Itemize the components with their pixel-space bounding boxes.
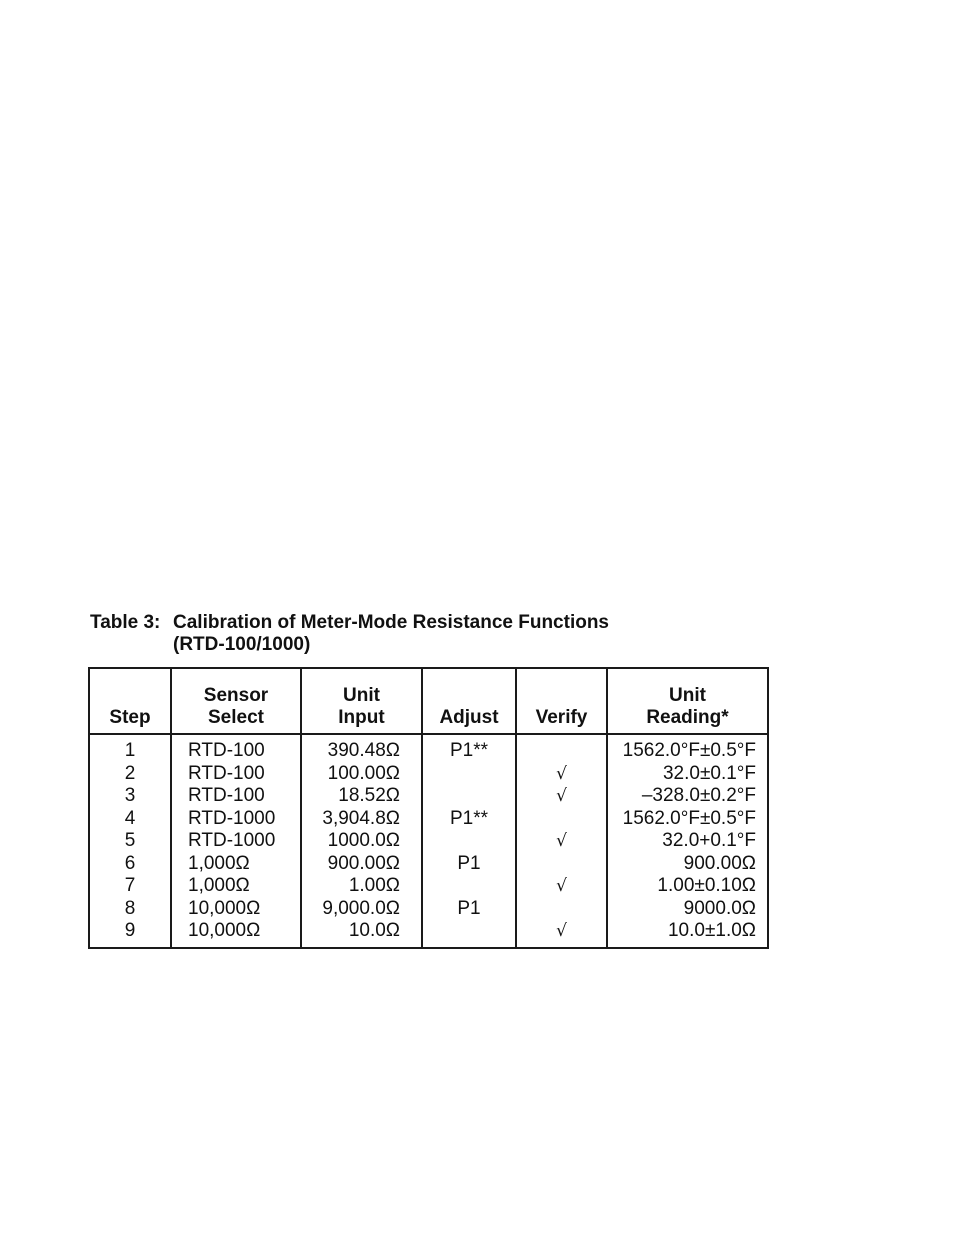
- cell-sensor-select: RTD-1000: [171, 808, 301, 831]
- cell-verify: [516, 853, 607, 876]
- cell-step: 6: [89, 853, 171, 876]
- cell-unit-input: 1.00Ω: [301, 875, 422, 898]
- cell-verify: [516, 734, 607, 763]
- cell-unit-input: 1000.0Ω: [301, 830, 422, 853]
- cell-unit-input: 10.0Ω: [301, 920, 422, 948]
- cell-step: 4: [89, 808, 171, 831]
- table-row: [89, 808, 768, 831]
- cell-step: 3: [89, 785, 171, 808]
- cell-verify: √: [516, 830, 607, 853]
- cell-verify: [516, 898, 607, 921]
- cell-unit-reading: 10.0±1.0Ω: [607, 920, 768, 948]
- cell-sensor-select: RTD-100: [171, 763, 301, 786]
- cell-unit-input: 900.00Ω: [301, 853, 422, 876]
- table-caption-title: Calibration of Meter-Mode Resistance Functions: [173, 612, 609, 633]
- cell-adjust: P1**: [422, 734, 516, 763]
- header-sensor-select: Sensor Select: [171, 668, 301, 734]
- header-step: Step: [89, 668, 171, 734]
- cell-verify: √: [516, 875, 607, 898]
- cell-step: 9: [89, 920, 171, 948]
- header-row: [89, 668, 768, 734]
- cell-unit-input: 3,904.8Ω: [301, 808, 422, 831]
- cell-sensor-select: 10,000Ω: [171, 898, 301, 921]
- table-row: [89, 830, 768, 853]
- table-row: [89, 734, 768, 763]
- cell-verify: √: [516, 763, 607, 786]
- cell-verify: √: [516, 920, 607, 948]
- table-row: [89, 763, 768, 786]
- cell-unit-reading: –328.0±0.2°F: [607, 785, 768, 808]
- table-row: [89, 920, 768, 948]
- calibration-table: [88, 667, 769, 949]
- cell-sensor-select: 1,000Ω: [171, 875, 301, 898]
- cell-adjust: [422, 875, 516, 898]
- cell-sensor-select: 1,000Ω: [171, 853, 301, 876]
- cell-unit-reading: 1562.0°F±0.5°F: [607, 808, 768, 831]
- cell-step: 1: [89, 734, 171, 763]
- table-row: [89, 853, 768, 876]
- cell-unit-input: 18.52Ω: [301, 785, 422, 808]
- header-unit-reading: Unit Reading*: [607, 668, 768, 734]
- cell-adjust: P1: [422, 853, 516, 876]
- cell-unit-reading: 32.0+0.1°F: [607, 830, 768, 853]
- cell-adjust: [422, 920, 516, 948]
- header-unit-input: Unit Input: [301, 668, 422, 734]
- cell-step: 5: [89, 830, 171, 853]
- header-verify: Verify: [516, 668, 607, 734]
- cell-adjust: [422, 830, 516, 853]
- cell-adjust: [422, 785, 516, 808]
- cell-step: 8: [89, 898, 171, 921]
- cell-adjust: [422, 763, 516, 786]
- cell-unit-reading: 32.0±0.1°F: [607, 763, 768, 786]
- cell-adjust: P1: [422, 898, 516, 921]
- header-adjust: Adjust: [422, 668, 516, 734]
- table-header: [89, 668, 768, 734]
- table-body: [89, 734, 768, 948]
- cell-step: 7: [89, 875, 171, 898]
- cell-sensor-select: RTD-1000: [171, 830, 301, 853]
- table-caption-subtitle: (RTD-100/1000): [173, 634, 311, 655]
- cell-sensor-select: RTD-100: [171, 785, 301, 808]
- cell-unit-input: 9,000.0Ω: [301, 898, 422, 921]
- table-caption: [90, 612, 609, 656]
- cell-adjust: P1**: [422, 808, 516, 831]
- cell-unit-reading: 900.00Ω: [607, 853, 768, 876]
- cell-unit-input: 100.00Ω: [301, 763, 422, 786]
- cell-unit-input: 390.48Ω: [301, 734, 422, 763]
- cell-sensor-select: 10,000Ω: [171, 920, 301, 948]
- cell-unit-reading: 9000.0Ω: [607, 898, 768, 921]
- cell-unit-reading: 1.00±0.10Ω: [607, 875, 768, 898]
- cell-verify: √: [516, 785, 607, 808]
- table-caption-label: Table 3:: [90, 612, 161, 633]
- cell-step: 2: [89, 763, 171, 786]
- table-row: [89, 785, 768, 808]
- table-row: [89, 898, 768, 921]
- cell-verify: [516, 808, 607, 831]
- cell-unit-reading: 1562.0°F±0.5°F: [607, 734, 768, 763]
- cell-sensor-select: RTD-100: [171, 734, 301, 763]
- table-row: [89, 875, 768, 898]
